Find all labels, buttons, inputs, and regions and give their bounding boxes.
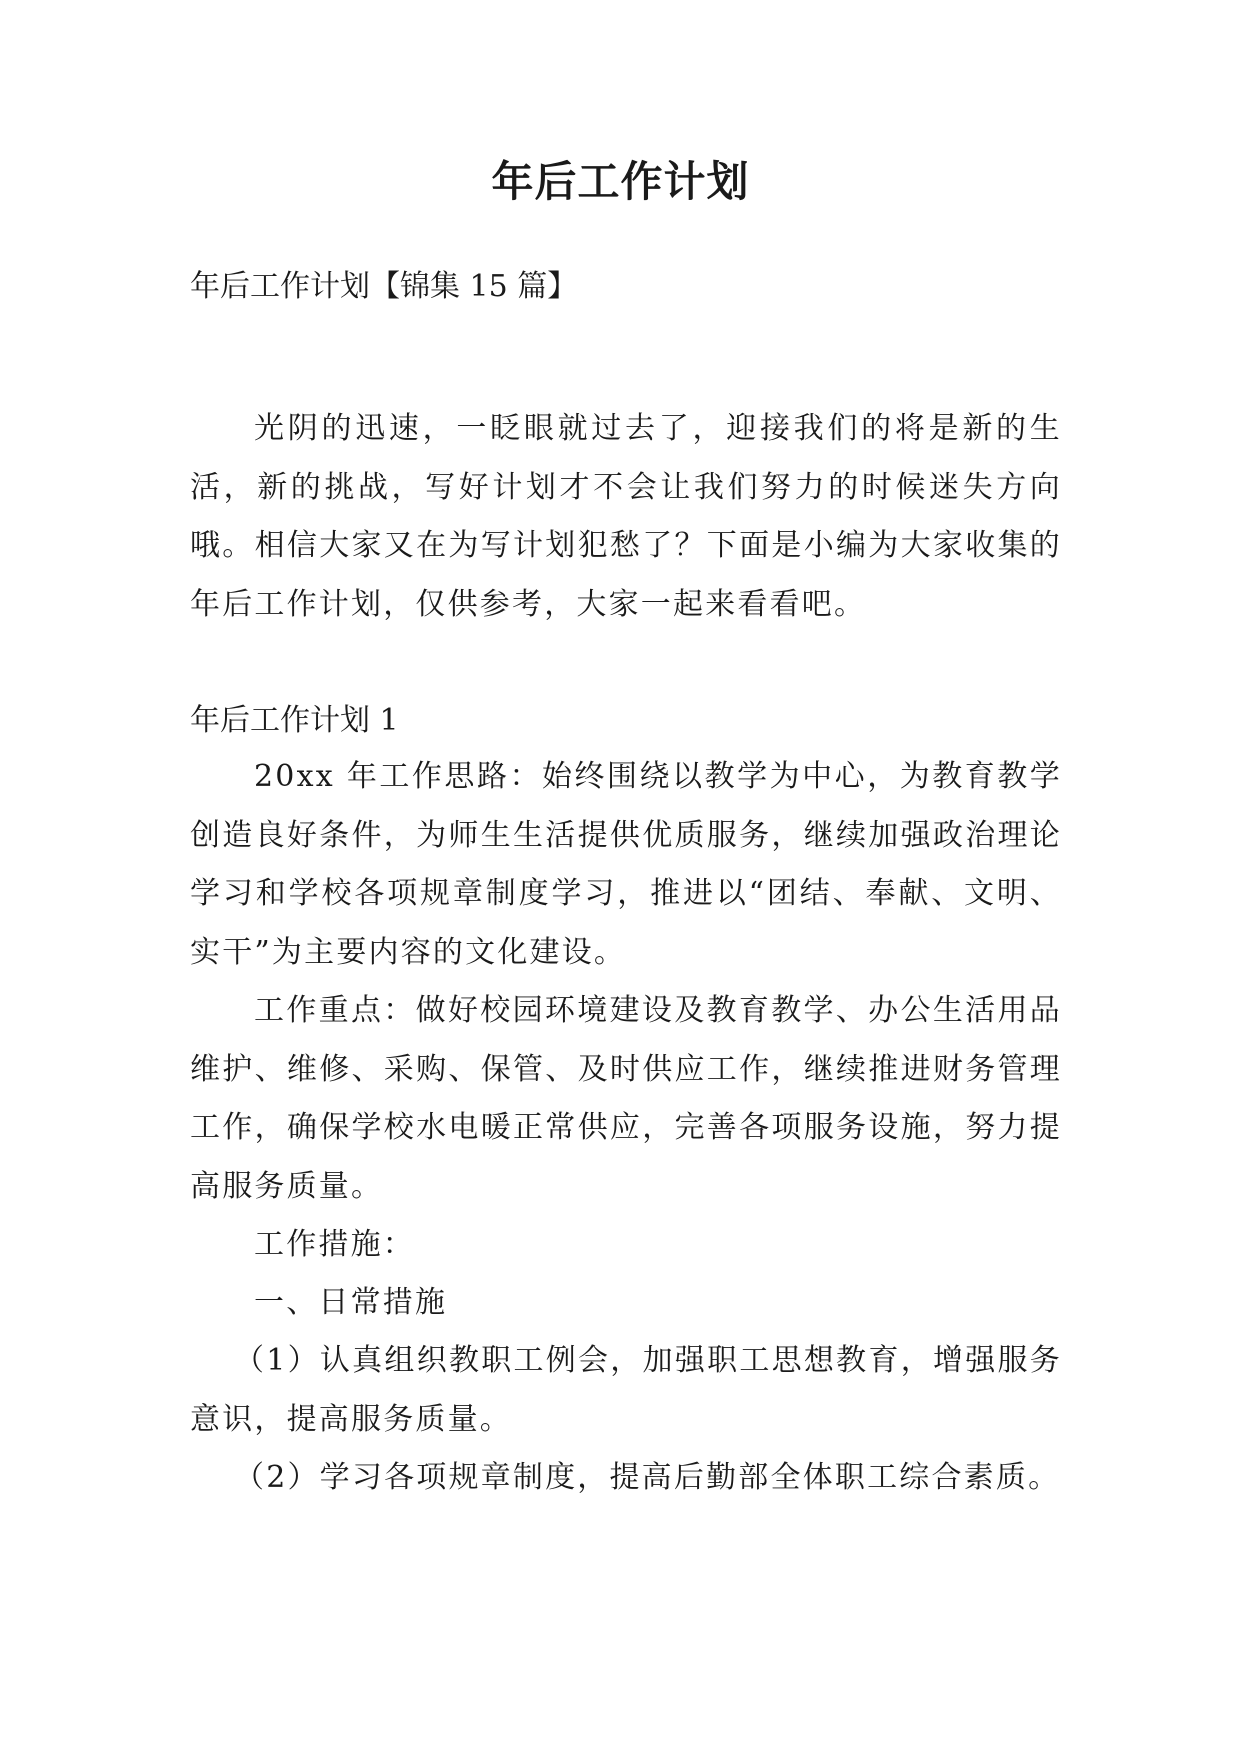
paragraph-work-ideas: 20xx 年工作思路：始终围绕以教学为中心，为教育教学创造良好条件，为师生生活提供优质服务，继续加强政治理论学习和学校各项规章制度学习，推进以“团结、奉献、文明、实干”为主要内容的文化建设。 — [190, 759, 1062, 970]
section-heading: 年后工作计划 1 — [190, 703, 399, 738]
paragraph-item-2: （2）学习各项规章制度，提高后勤部全体职工综合素质。 — [234, 1460, 1061, 1495]
intro-paragraph: 光阴的迅速，一眨眼就过去了，迎接我们的将是新的生活，新的挑战，写好计划才不会让我们努力的时候迷失方向哦。相信大家又在为写计划犯愁了？下面是小编为大家收集的年后工作计划，仅供参考，大家一起来看看吧。 — [190, 411, 1062, 622]
paragraph-work-measures: 工作措施： — [254, 1227, 415, 1262]
document-subtitle: 年后工作计划【锦集 15 篇】 — [190, 269, 578, 304]
paragraph-daily-measures: 一、日常措施 — [254, 1285, 448, 1320]
document-title: 年后工作计划 — [491, 157, 750, 206]
paragraph-item-1: （1）认真组织教职工例会，加强职工思想教育，增强服务意识，提高服务质量。 — [190, 1343, 1062, 1437]
paragraph-work-focus: 工作重点：做好校园环境建设及教育教学、办公生活用品维护、维修、采购、保管、及时供应工作，继续推进财务管理工作，确保学校水电暖正常供应，完善各项服务设施，努力提高服务质量。 — [190, 993, 1062, 1204]
